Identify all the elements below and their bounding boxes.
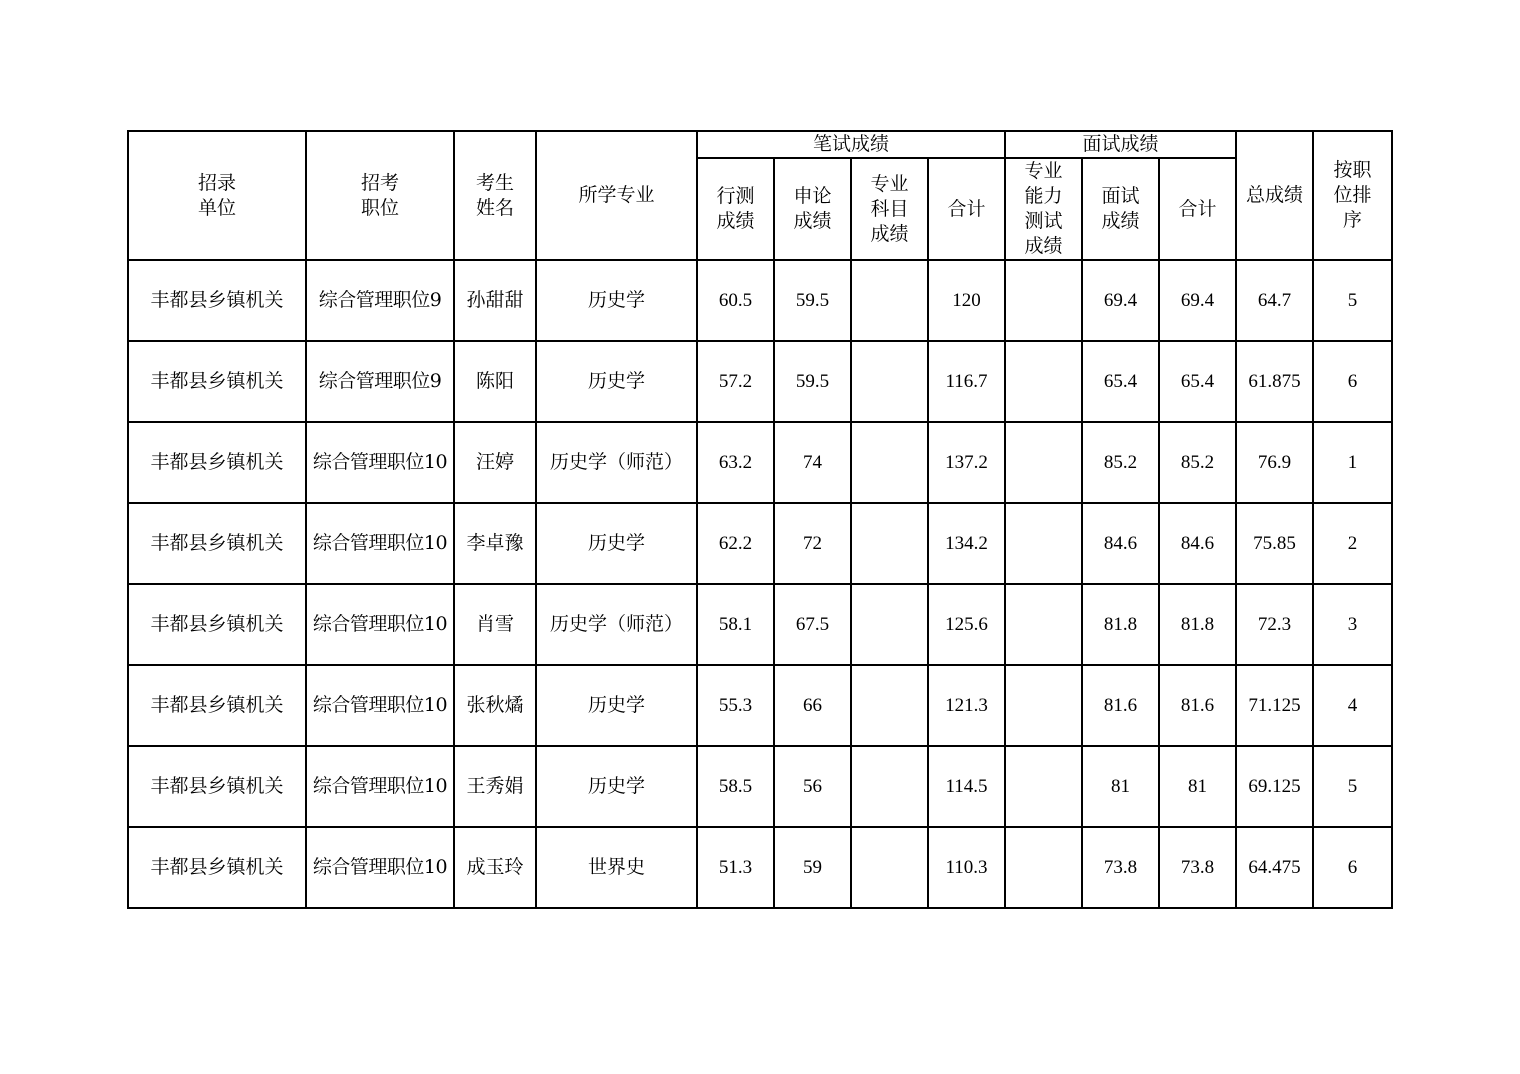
- cell-major: 历史学: [536, 341, 697, 422]
- table-row: [128, 422, 1392, 503]
- cell-unit: 丰都县乡镇机关: [128, 584, 306, 665]
- cell-position: 综合管理职位10: [306, 665, 454, 746]
- cell-position: 综合管理职位10: [306, 422, 454, 503]
- header-interview-group: 面试成绩: [1005, 131, 1236, 158]
- cell-special: [851, 503, 928, 584]
- header-ability-test: 专业能力测试成绩: [1005, 158, 1082, 260]
- cell-xingce: 57.2: [697, 341, 774, 422]
- cell-ability: [1005, 341, 1082, 422]
- cell-position: 综合管理职位9: [306, 341, 454, 422]
- cell-major: 历史学（师范）: [536, 422, 697, 503]
- header-major: 所学专业: [536, 131, 697, 260]
- cell-position: 综合管理职位10: [306, 746, 454, 827]
- cell-ability: [1005, 827, 1082, 908]
- header-position: 招考职位: [306, 131, 454, 260]
- cell-interview: 81.8: [1082, 584, 1159, 665]
- cell-interview: 73.8: [1082, 827, 1159, 908]
- cell-rank: 3: [1313, 584, 1392, 665]
- cell-major: 历史学: [536, 746, 697, 827]
- cell-interview: 81.6: [1082, 665, 1159, 746]
- cell-interview-total: 81.6: [1159, 665, 1236, 746]
- cell-unit: 丰都县乡镇机关: [128, 746, 306, 827]
- header-written-total: 合计: [928, 158, 1005, 260]
- cell-special: [851, 341, 928, 422]
- header-special-subject: 专业科目成绩: [851, 158, 928, 260]
- cell-written-total: 110.3: [928, 827, 1005, 908]
- cell-interview-total: 85.2: [1159, 422, 1236, 503]
- cell-shenlun: 59: [774, 827, 851, 908]
- cell-rank: 5: [1313, 746, 1392, 827]
- cell-ability: [1005, 260, 1082, 341]
- cell-major: 历史学: [536, 665, 697, 746]
- cell-written-total: 116.7: [928, 341, 1005, 422]
- cell-written-total: 120: [928, 260, 1005, 341]
- cell-interview-total: 69.4: [1159, 260, 1236, 341]
- cell-special: [851, 584, 928, 665]
- cell-ability: [1005, 503, 1082, 584]
- cell-shenlun: 56: [774, 746, 851, 827]
- cell-rank: 2: [1313, 503, 1392, 584]
- cell-position: 综合管理职位10: [306, 827, 454, 908]
- cell-unit: 丰都县乡镇机关: [128, 260, 306, 341]
- cell-rank: 5: [1313, 260, 1392, 341]
- header-shenlun: 申论成绩: [774, 158, 851, 260]
- score-table: [127, 130, 1393, 909]
- cell-total: 72.3: [1236, 584, 1313, 665]
- cell-written-total: 134.2: [928, 503, 1005, 584]
- cell-xingce: 62.2: [697, 503, 774, 584]
- header-name: 考生姓名: [454, 131, 536, 260]
- table-row: [128, 584, 1392, 665]
- cell-major: 历史学: [536, 503, 697, 584]
- cell-interview: 69.4: [1082, 260, 1159, 341]
- header-unit: 招录单位: [128, 131, 306, 260]
- cell-unit: 丰都县乡镇机关: [128, 665, 306, 746]
- cell-written-total: 114.5: [928, 746, 1005, 827]
- cell-position: 综合管理职位9: [306, 260, 454, 341]
- cell-shenlun: 59.5: [774, 341, 851, 422]
- cell-name: 汪婷: [454, 422, 536, 503]
- cell-xingce: 51.3: [697, 827, 774, 908]
- header-written-group: 笔试成绩: [697, 131, 1005, 158]
- cell-unit: 丰都县乡镇机关: [128, 422, 306, 503]
- cell-special: [851, 827, 928, 908]
- cell-rank: 6: [1313, 341, 1392, 422]
- cell-interview-total: 65.4: [1159, 341, 1236, 422]
- cell-shenlun: 74: [774, 422, 851, 503]
- cell-total: 76.9: [1236, 422, 1313, 503]
- cell-total: 71.125: [1236, 665, 1313, 746]
- table-row: [128, 746, 1392, 827]
- cell-xingce: 60.5: [697, 260, 774, 341]
- cell-unit: 丰都县乡镇机关: [128, 827, 306, 908]
- cell-name: 李卓豫: [454, 503, 536, 584]
- cell-shenlun: 59.5: [774, 260, 851, 341]
- cell-major: 历史学: [536, 260, 697, 341]
- cell-special: [851, 746, 928, 827]
- cell-xingce: 58.1: [697, 584, 774, 665]
- header-interview-score: 面试成绩: [1082, 158, 1159, 260]
- cell-special: [851, 260, 928, 341]
- cell-xingce: 58.5: [697, 746, 774, 827]
- header-total: 总成绩: [1236, 131, 1313, 260]
- cell-name: 陈阳: [454, 341, 536, 422]
- cell-interview-total: 84.6: [1159, 503, 1236, 584]
- cell-name: 张秋燏: [454, 665, 536, 746]
- cell-position: 综合管理职位10: [306, 584, 454, 665]
- cell-ability: [1005, 422, 1082, 503]
- cell-written-total: 121.3: [928, 665, 1005, 746]
- cell-unit: 丰都县乡镇机关: [128, 503, 306, 584]
- cell-unit: 丰都县乡镇机关: [128, 341, 306, 422]
- header-interview-total: 合计: [1159, 158, 1236, 260]
- table-row: [128, 665, 1392, 746]
- cell-total: 75.85: [1236, 503, 1313, 584]
- cell-interview: 81: [1082, 746, 1159, 827]
- cell-name: 孙甜甜: [454, 260, 536, 341]
- cell-ability: [1005, 584, 1082, 665]
- cell-major: 历史学（师范）: [536, 584, 697, 665]
- cell-interview-total: 81: [1159, 746, 1236, 827]
- cell-total: 64.7: [1236, 260, 1313, 341]
- cell-interview-total: 81.8: [1159, 584, 1236, 665]
- cell-special: [851, 665, 928, 746]
- cell-total: 64.475: [1236, 827, 1313, 908]
- table-row: [128, 503, 1392, 584]
- cell-name: 肖雪: [454, 584, 536, 665]
- cell-written-total: 125.6: [928, 584, 1005, 665]
- cell-major: 世界史: [536, 827, 697, 908]
- cell-shenlun: 67.5: [774, 584, 851, 665]
- cell-xingce: 55.3: [697, 665, 774, 746]
- cell-ability: [1005, 746, 1082, 827]
- cell-xingce: 63.2: [697, 422, 774, 503]
- cell-shenlun: 72: [774, 503, 851, 584]
- cell-name: 成玉玲: [454, 827, 536, 908]
- cell-rank: 1: [1313, 422, 1392, 503]
- cell-special: [851, 422, 928, 503]
- cell-ability: [1005, 665, 1082, 746]
- table-row: [128, 827, 1392, 908]
- cell-interview: 65.4: [1082, 341, 1159, 422]
- cell-total: 69.125: [1236, 746, 1313, 827]
- table-body: [128, 260, 1392, 908]
- cell-total: 61.875: [1236, 341, 1313, 422]
- cell-interview-total: 73.8: [1159, 827, 1236, 908]
- header-rank: 按职位排序: [1313, 131, 1392, 260]
- table-row: [128, 260, 1392, 341]
- cell-rank: 6: [1313, 827, 1392, 908]
- table-row: [128, 341, 1392, 422]
- cell-interview: 84.6: [1082, 503, 1159, 584]
- cell-position: 综合管理职位10: [306, 503, 454, 584]
- header-xingce: 行测成绩: [697, 158, 774, 260]
- cell-written-total: 137.2: [928, 422, 1005, 503]
- cell-rank: 4: [1313, 665, 1392, 746]
- cell-shenlun: 66: [774, 665, 851, 746]
- cell-name: 王秀娟: [454, 746, 536, 827]
- cell-interview: 85.2: [1082, 422, 1159, 503]
